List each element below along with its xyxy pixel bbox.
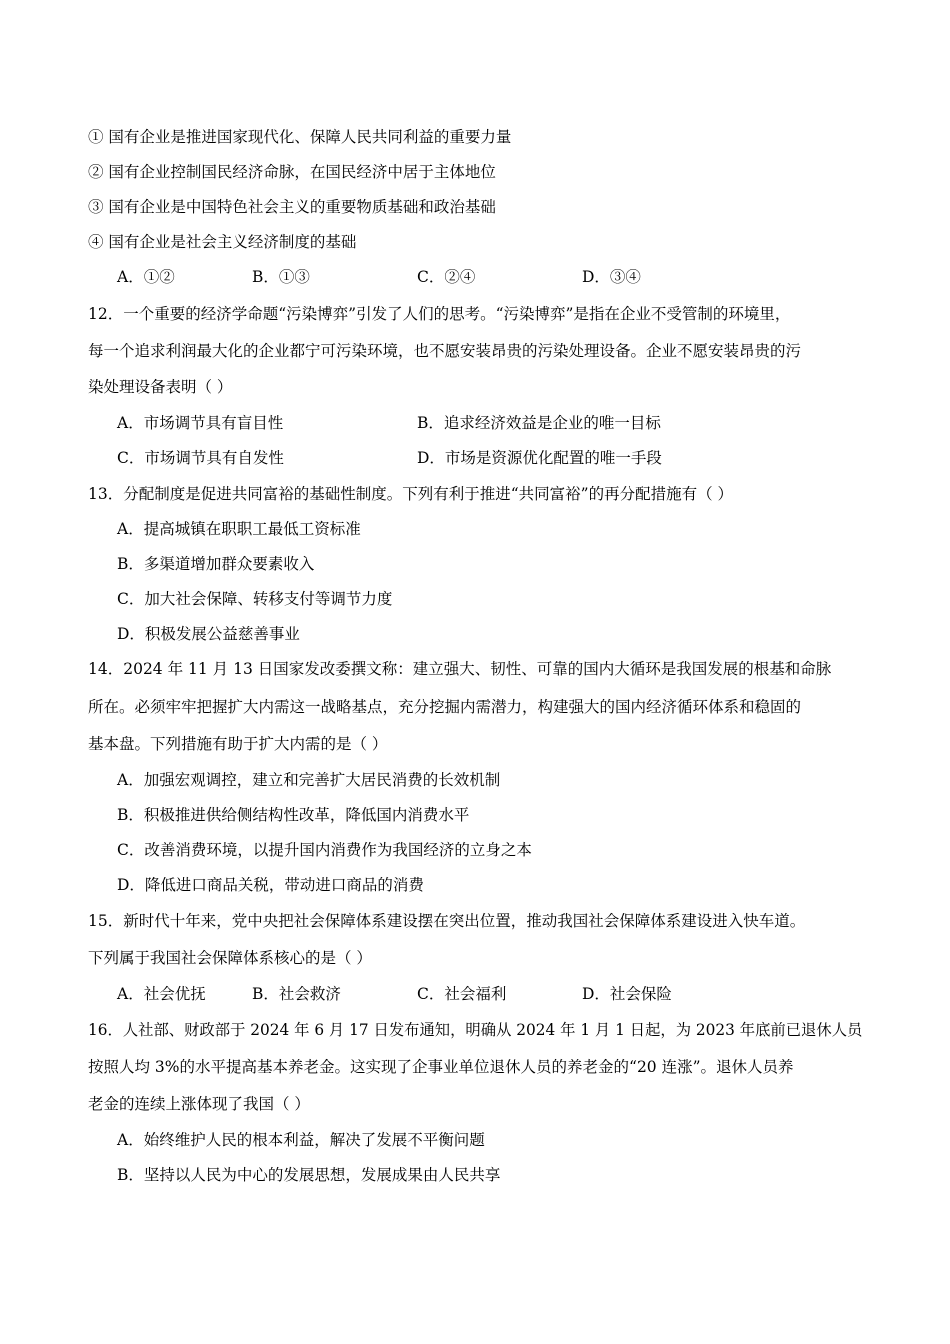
statement-3: ③ 国有企业是中国特色社会主义的重要物质基础和政治基础: [88, 198, 496, 216]
q12-stem-line-3: 染处理设备表明（ ）: [88, 378, 233, 396]
q12-stem-line-1: 12．一个重要的经济学命题“污染博弈”引发了人们的思考。“污染博弈”是指在企业不受管制的环境里，: [88, 305, 791, 323]
q16-option-a: A．始终维护人民的根本利益，解决了发展不平衡问题: [117, 1131, 485, 1149]
q11-option-d: D．③④: [582, 268, 641, 286]
q12-option-a: A．市场调节具有盲目性: [117, 414, 284, 432]
q13-option-c: C．加大社会保障、转移支付等调节力度: [117, 590, 393, 608]
q11-option-a: A．①②: [117, 268, 175, 286]
q12-option-d: D．市场是资源优化配置的唯一手段: [417, 449, 662, 467]
q15-option-b: B．社会救济: [252, 985, 341, 1003]
q14-option-c: C．改善消费环境，以提升国内消费作为我国经济的立身之本: [117, 841, 532, 859]
statement-2: ② 国有企业控制国民经济命脉，在国民经济中居于主体地位: [88, 163, 496, 181]
q14-option-b: B．积极推进供给侧结构性改革，降低国内消费水平: [117, 806, 470, 824]
q15-stem-line-2: 下列属于我国社会保障体系核心的是（ ）: [88, 949, 372, 967]
q14-stem-line-2: 所在。必须牢牢把握扩大内需这一战略基点，充分挖掘内需潜力，构建强大的国内经济循环体系和稳固的: [88, 698, 802, 716]
q14-stem-line-1: 14．2024 年 11 月 13 日国家发改委撰文称：建立强大、韧性、可靠的国内大循环是我国发展的根基和命脉: [88, 660, 832, 678]
q11-option-b: B．①③: [252, 268, 310, 286]
q12-stem-line-2: 每一个追求利润最大化的企业都宁可污染环境，也不愿安装昂贵的污染处理设备。企业不愿安装昂贵的污: [88, 342, 802, 360]
q16-option-b: B．坚持以人民为中心的发展思想，发展成果由人民共享: [117, 1166, 501, 1184]
q15-stem-line-1: 15．新时代十年来，党中央把社会保障体系建设摆在突出位置，推动我国社会保障体系建设进入快车道。: [88, 912, 806, 930]
q16-stem-line-1: 16．人社部、财政部于 2024 年 6 月 17 日发布通知，明确从 2024 年 1 月 1 日起，为 2023 年底前已退休人员: [88, 1021, 863, 1039]
q15-option-a: A．社会优抚: [117, 985, 206, 1003]
statement-4: ④ 国有企业是社会主义经济制度的基础: [88, 233, 357, 251]
q13-option-a: A．提高城镇在职职工最低工资标准: [117, 520, 361, 538]
q12-option-c: C．市场调节具有自发性: [117, 449, 284, 467]
q13-option-b: B．多渠道增加群众要素收入: [117, 555, 315, 573]
q13-stem-line-1: 13．分配制度是促进共同富裕的基础性制度。下列有利于推进“共同富裕”的再分配措施有（ ）: [88, 485, 734, 503]
q16-stem-line-3: 老金的连续上涨体现了我国（ ）: [88, 1095, 310, 1113]
q13-option-d: D．积极发展公益慈善事业: [117, 625, 300, 643]
q15-option-c: C．社会福利: [417, 985, 507, 1003]
q14-option-a: A．加强宏观调控，建立和完善扩大居民消费的长效机制: [117, 771, 501, 789]
q14-option-d: D．降低进口商品关税，带动进口商品的消费: [117, 876, 424, 894]
q16-stem-line-2: 按照人均 3%的水平提高基本养老金。这实现了企事业单位退休人员的养老金的“20 连涨”。退休人员养: [88, 1058, 794, 1076]
q11-option-c: C．②④: [417, 268, 476, 286]
q15-option-d: D．社会保险: [582, 985, 672, 1003]
q12-option-b: B．追求经济效益是企业的唯一目标: [417, 414, 661, 432]
q14-stem-line-3: 基本盘。下列措施有助于扩大内需的是（ ）: [88, 735, 388, 753]
statement-1: ① 国有企业是推进国家现代化、保障人民共同利益的重要力量: [88, 128, 512, 146]
